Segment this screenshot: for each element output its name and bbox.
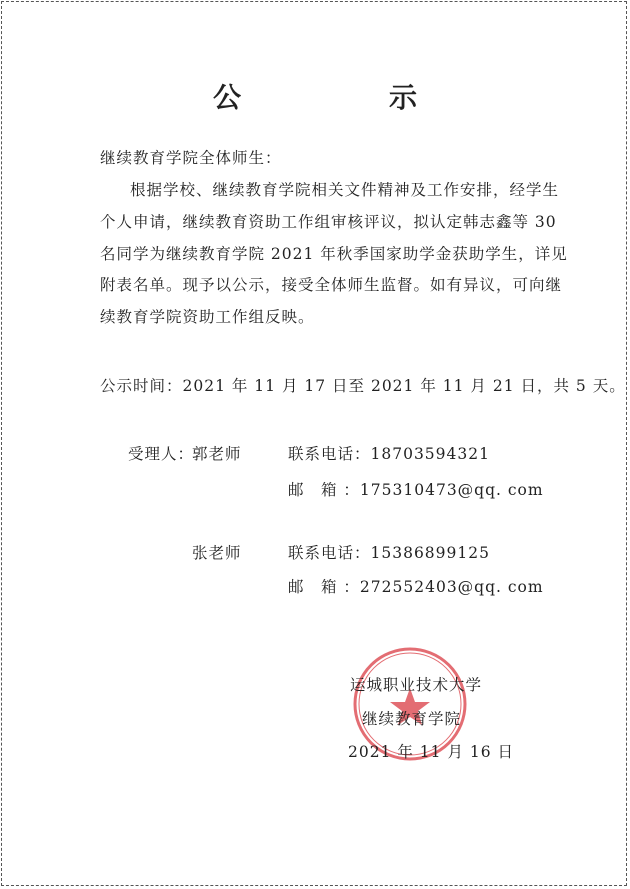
body-line-4: 附表名单。现予以公示，接受全体师生监督。如有异议，可向继 [100,276,563,294]
document-title: 公 示 [212,81,477,114]
contact-2-phone: 联系电话：15386899125 [288,544,490,562]
contact-1-name: 郭老师 [192,445,242,463]
signature-org: 运城职业技术大学 [350,676,483,694]
publicity-period: 公示时间：2021 年 11 月 17 日至 2021 年 11 月 21 日，共 5 天。 [100,377,626,395]
contact-2-email: 邮 箱 ：272552403@qq. com [288,578,544,596]
contact-label: 受理人： [128,445,195,463]
body-line-5: 续教育学院资助工作组反映。 [100,308,315,326]
signature-dept: 继续教育学院 [362,710,462,728]
body-line-2: 个人申请，继续教育资助工作组审核评议，拟认定韩志鑫等 30 [100,213,557,231]
signature-date: 2021 年 11 月 16 日 [348,743,515,761]
body-line-3: 名同学为继续教育学院 2021 年秋季国家助学金获助学生，详见 [100,245,568,263]
contact-1-email: 邮 箱 ：175310473@qq. com [288,481,544,499]
salutation: 继续教育学院全体师生： [100,149,282,167]
contact-2-name: 张老师 [192,544,242,562]
body-line-1: 根据学校、继续教育学院相关文件精神及工作安排，经学生 [130,181,560,199]
contact-1-phone: 联系电话：18703594321 [288,445,490,463]
